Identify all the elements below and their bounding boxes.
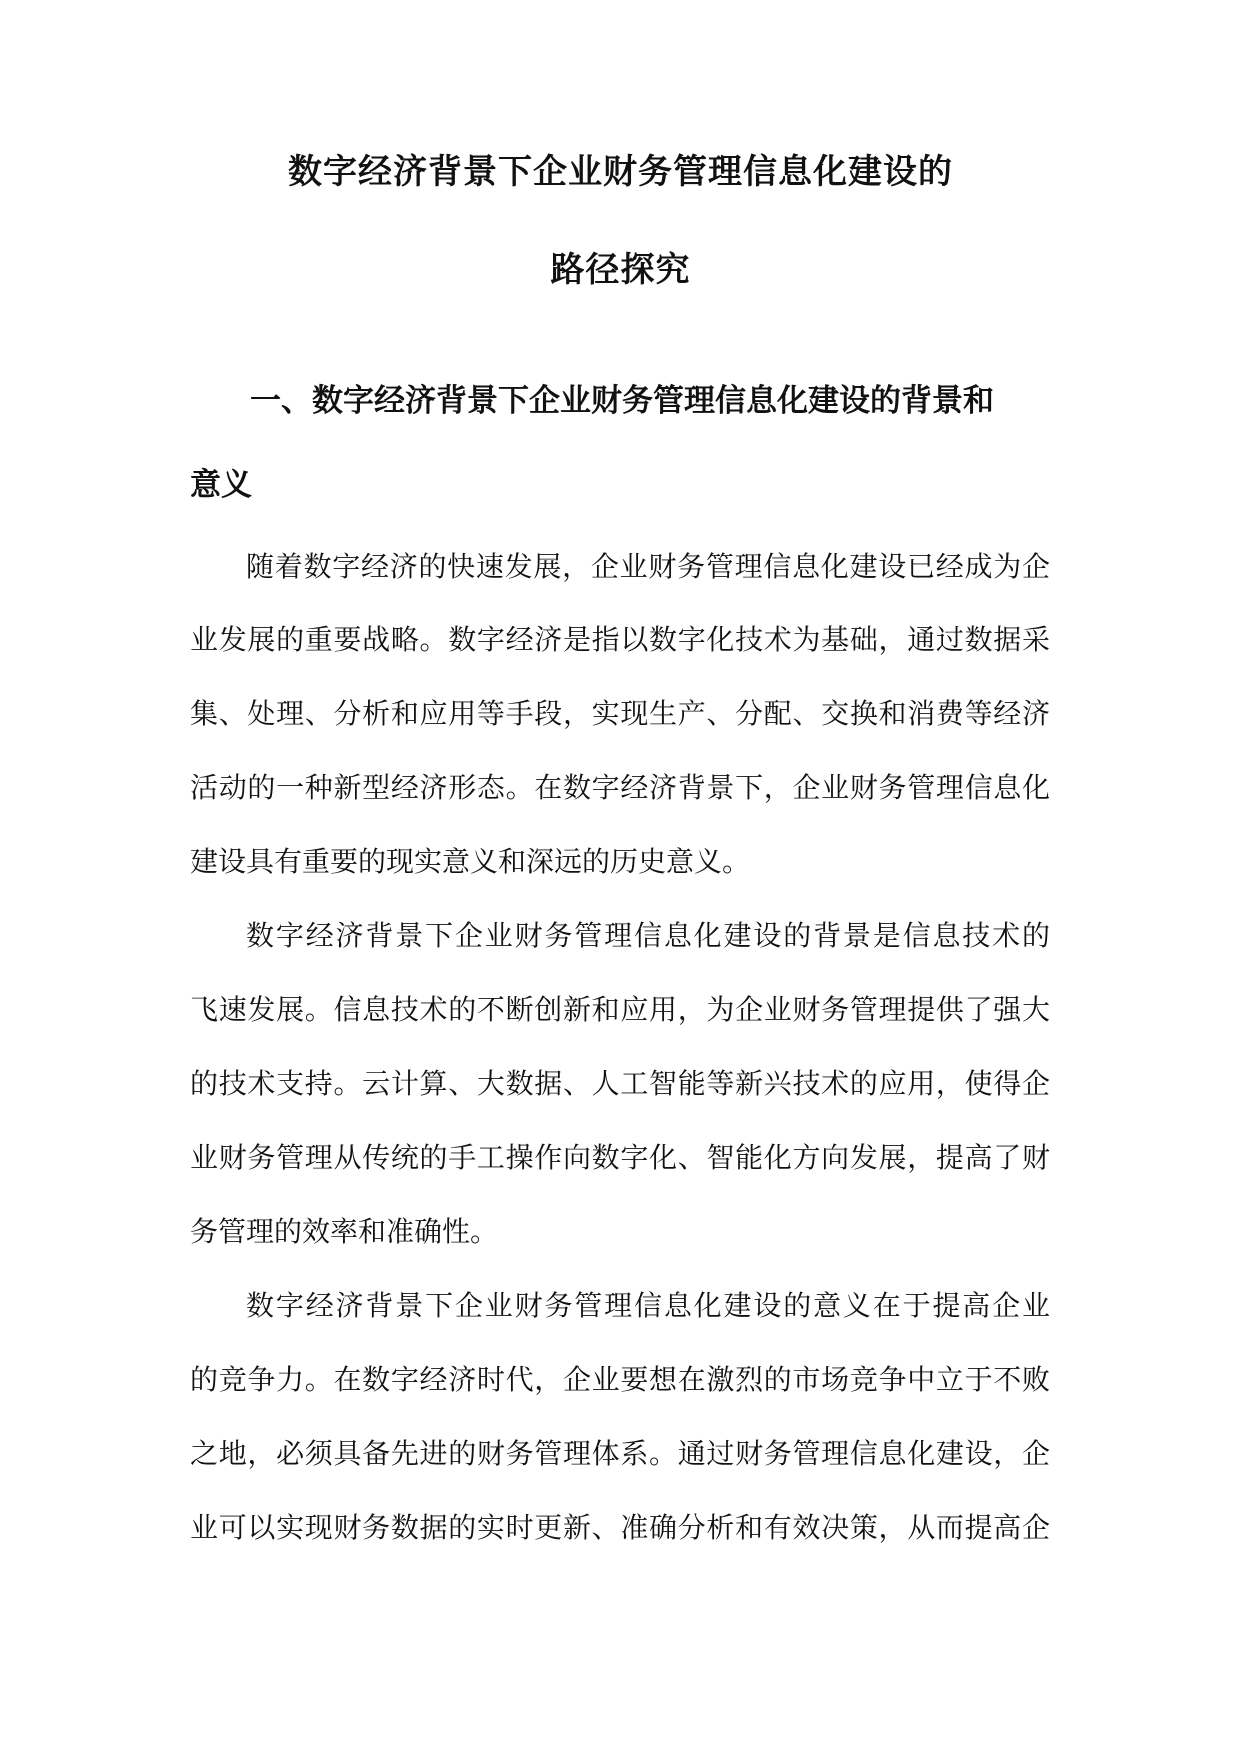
- paragraph-1-line-5: 建设具有重要的现实意义和深远的历史意义。: [190, 845, 751, 878]
- paragraph-1-line-3: 集、处理、分析和应用等手段，实现生产、分配、交换和消费等经济: [190, 697, 1050, 730]
- paragraph-2-line-3: 的技术支持。云计算、大数据、人工智能等新兴技术的应用，使得企: [190, 1067, 1050, 1100]
- paragraph-1-line-4: 活动的一种新型经济形态。在数字经济背景下，企业财务管理信息化: [190, 771, 1050, 804]
- paragraph-2-line-4: 业财务管理从传统的手工操作向数字化、智能化方向发展，提高了财: [190, 1141, 1050, 1174]
- paragraph-3-line-2: 的竞争力。在数字经济时代，企业要想在激烈的市场竞争中立于不败: [190, 1363, 1050, 1396]
- section-heading-line-1: 一、数字经济背景下企业财务管理信息化建设的背景和: [250, 383, 994, 419]
- paragraph-2-line-2: 飞速发展。信息技术的不断创新和应用，为企业财务管理提供了强大: [190, 993, 1050, 1026]
- document-title-line-1: 数字经济背景下企业财务管理信息化建设的: [288, 152, 953, 192]
- document-title-line-2: 路径探究: [550, 250, 691, 290]
- paragraph-1-line-2: 业发展的重要战略。数字经济是指以数字化技术为基础，通过数据采: [190, 623, 1050, 656]
- paragraph-1-line-1: 随着数字经济的快速发展，企业财务管理信息化建设已经成为企: [246, 550, 1050, 583]
- paragraph-3-line-1: 数字经济背景下企业财务管理信息化建设的意义在于提高企业: [246, 1289, 1050, 1322]
- paragraph-2-line-5: 务管理的效率和准确性。: [190, 1215, 499, 1248]
- paragraph-3-line-3: 之地，必须具备先进的财务管理体系。通过财务管理信息化建设，企: [190, 1437, 1050, 1470]
- paragraph-2-line-1: 数字经济背景下企业财务管理信息化建设的背景是信息技术的: [246, 919, 1050, 952]
- paragraph-3-line-4: 业可以实现财务数据的实时更新、准确分析和有效决策，从而提高企: [190, 1511, 1050, 1544]
- section-heading-line-2: 意义: [190, 467, 252, 503]
